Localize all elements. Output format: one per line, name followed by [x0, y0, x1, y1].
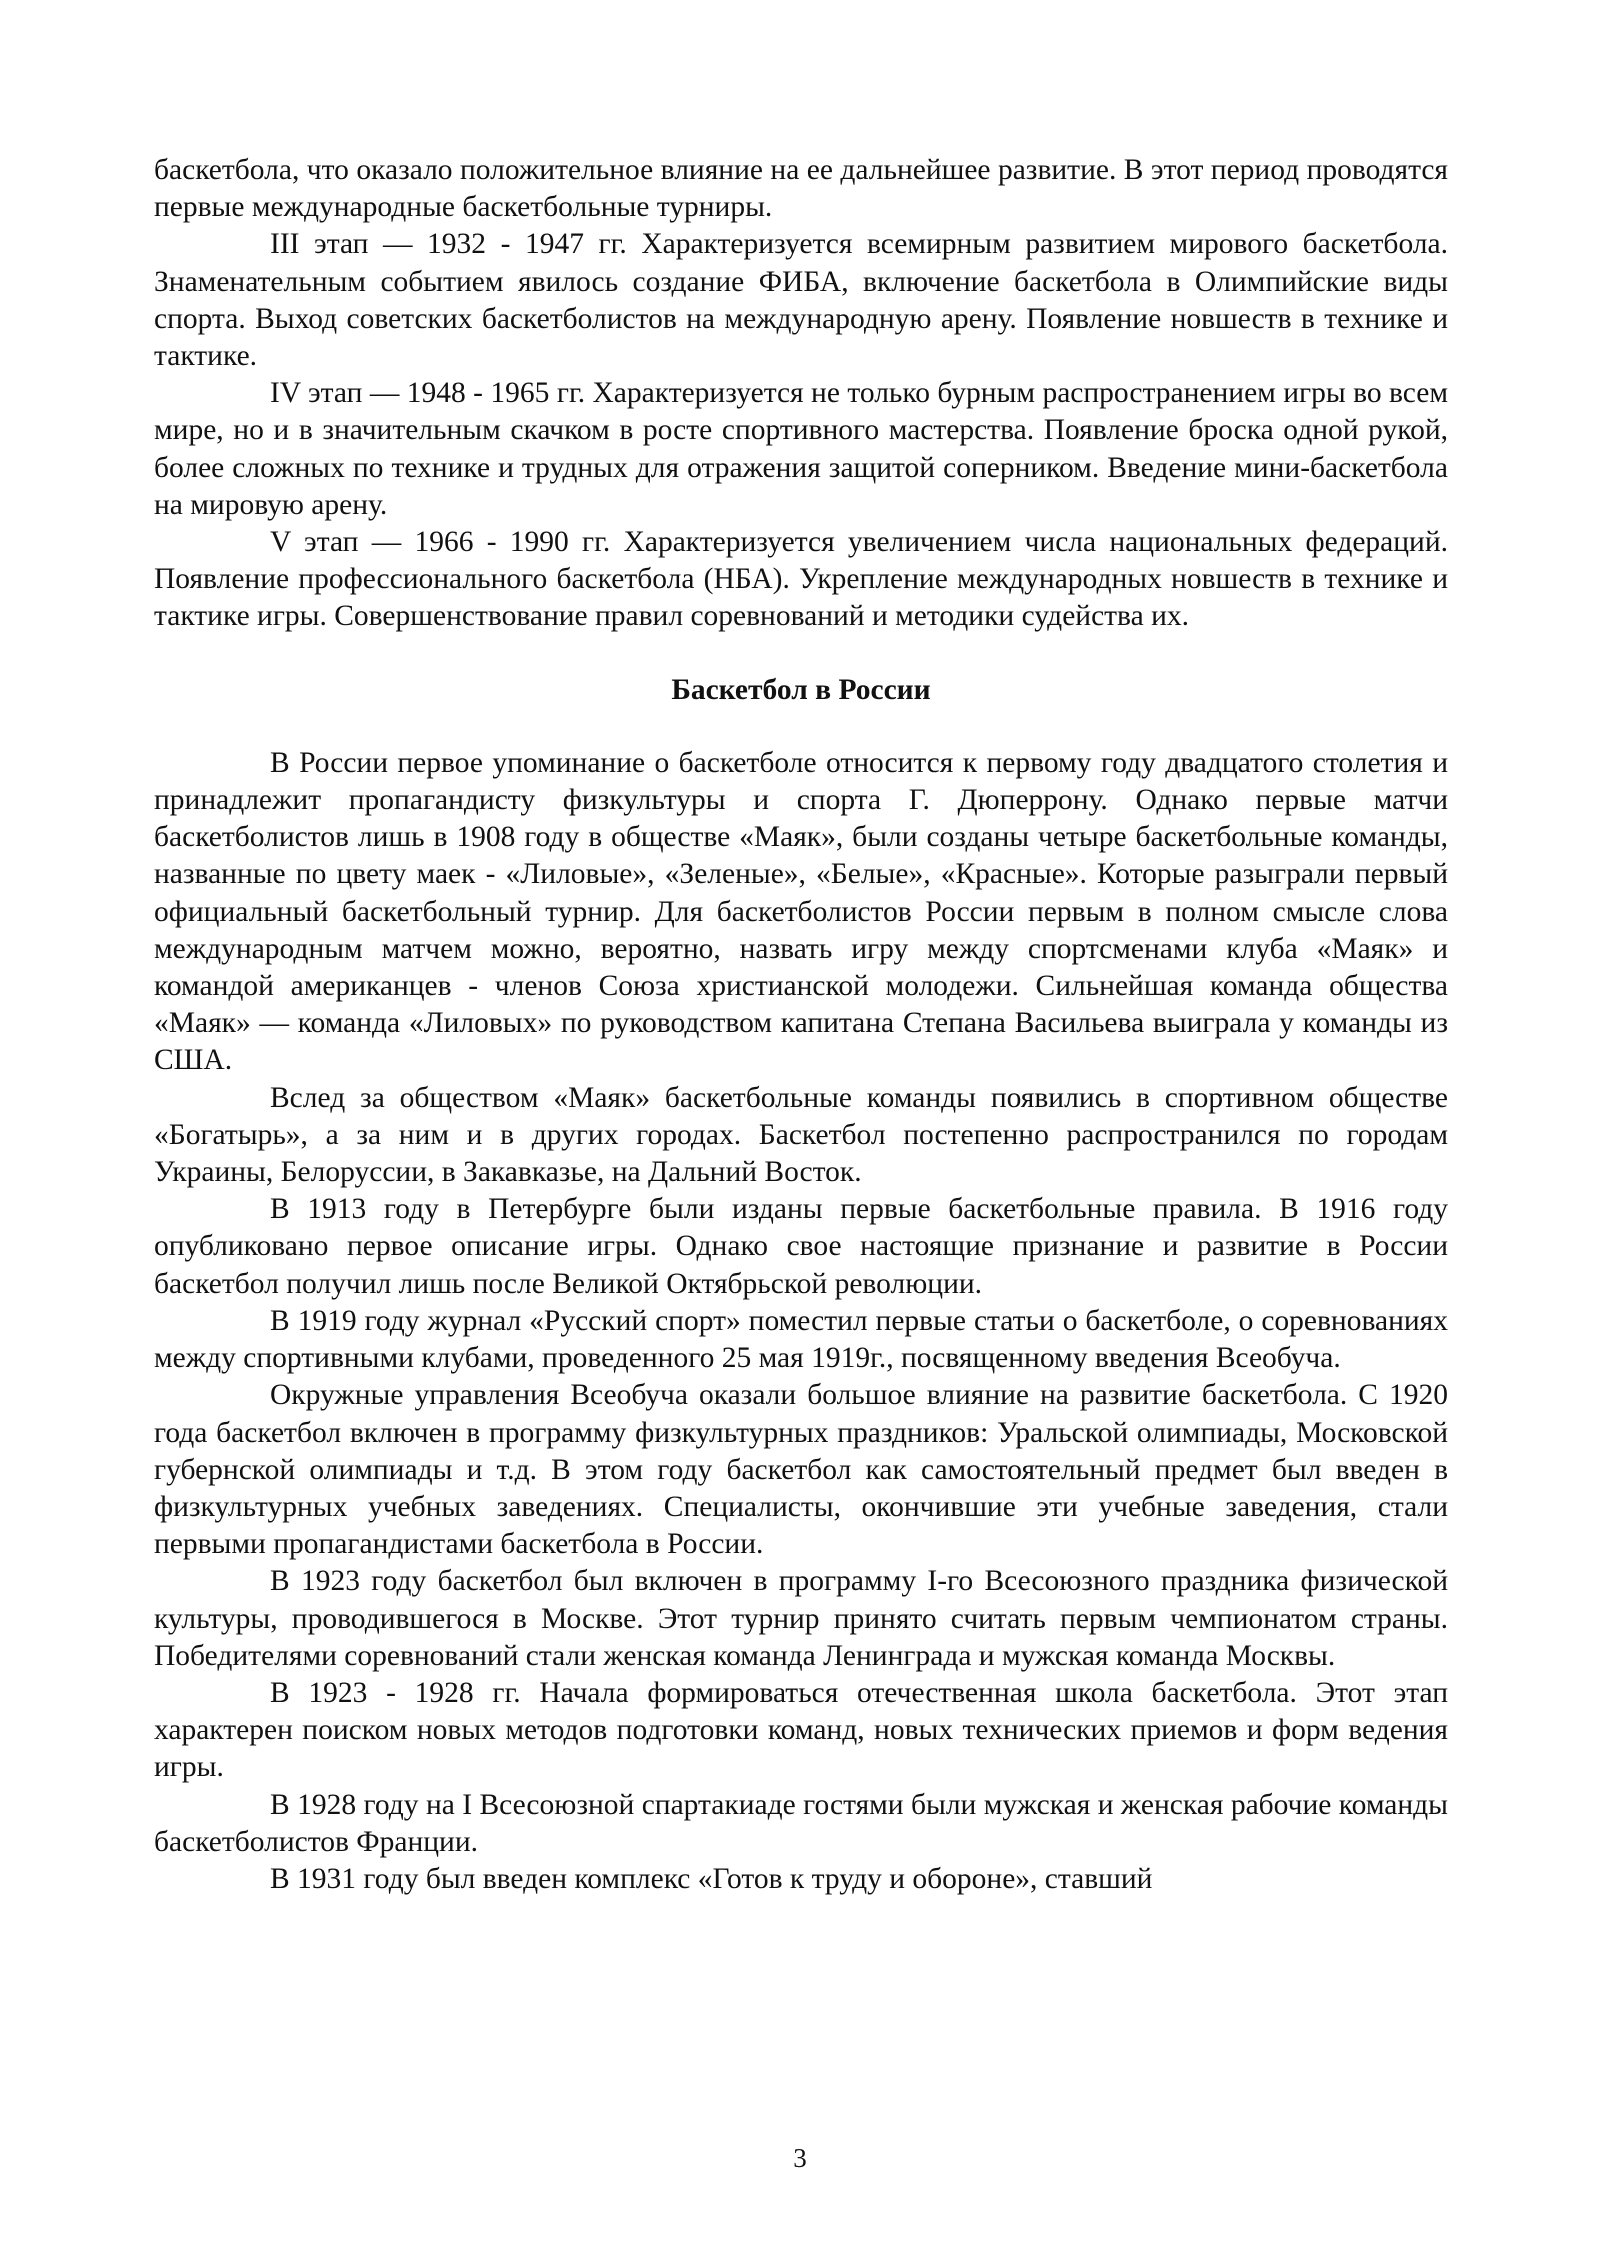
paragraph-bogatyr: Вслед за обществом «Маяк» баскетбольные команды появились в спортивном обществе «Богатырь», а за ним и в других городах. Баскетбол постепенно распространился по городам Украины, Белоруссии, в Закавказье, на Дальний Восток.: [154, 1081, 1448, 1189]
paragraph-stage-5: V этап — 1966 - 1990 гг. Характеризуется увеличением числа национальных федераций. Появление профессионального баскетбола (НБА). Укрепление международных новшеств в технике и тактике игры. Совершенствование правил соревнований и методики судейства их.: [154, 526, 1448, 633]
paragraph-1913: В 1913 году в Петербурге были изданы первые баскетбольные правила. В 1916 году опубликовано первое описание игры. Однако свое настоящие признание и развитие в России баскетбол получил лишь после Великой Октябрьской революции.: [154, 1193, 1448, 1300]
document-page: [154, 152, 1448, 1898]
page-number: 3: [793, 2143, 807, 2173]
paragraph-stage-4: IV этап — 1948 - 1965 гг. Характеризуется не только бурным распространением игры во всем мире, но и в значительным скачком в росте спортивного мастерства. Появление броска одной рукой, более сложных по технике и трудных для отражения защитой соперником. Введение мини-баскетбола на мировую арену.: [154, 377, 1448, 521]
paragraph-1919: В 1919 году журнал «Русский спорт» поместил первые статьи о баскетболе, о соревнованиях между спортивными клубами, проведенного 25 мая 1919г., посвященному введения Всеобуча.: [154, 1304, 1448, 1375]
paragraph-vseobuch: Окружные управления Всеобуча оказали большое влияние на развитие баскетбола. С 1920 года баскетбол включен в программу физкультурных праздников: Уральской олимпиады, Московской губернской олимпиады и т.д. В этом году баскетбол как самостоятельный предмет был введен в физкультурных учебных заведениях. Специалисты, окончившие эти учебные заведения, стали первыми пропагандистами баскетбола в России.: [154, 1379, 1448, 1561]
section-heading: Баскетбол в России: [671, 673, 931, 706]
paragraph-russia-intro: В России первое упоминание о баскетболе относится к первому году двадцатого столетия и принадлежит пропагандисту физкультуры и спорта Г. Дюперрону. Однако первые матчи баскетболистов лишь в 1908 году в обществе «Маяк», были созданы четыре баскетбольные команды, названные по цвету маек - «Лиловые», «Зеленые», «Белые», «Красные». Которые разыграли первый официальный баскетбольный турнир. Для баскетболистов России первым в полном смысле слова международным матчем можно, вероятно, назвать игру между спортсменами клуба «Маяк» и командой американцев - членов Союза христианской молодежи. Сильнейшая команда общества «Маяк» — команда «Лиловых» по руководством капитана Степана Васильева выиграла у команды из США.: [154, 746, 1448, 1077]
paragraph-stage-3: III этап — 1932 - 1947 гг. Характеризуется всемирным развитием мирового баскетбола. Знаменательным событием явилось создание ФИБА, включение баскетбола в Олимпийские виды спорта. Выход советских баскетболистов на международную арену. Появление новшеств в технике и тактике.: [154, 228, 1448, 373]
paragraph-continuation: баскетбола, что оказало положительное влияние на ее дальнейшее развитие. В этот период проводятся первые международные баскетбольные турниры.: [154, 154, 1448, 224]
paragraph-1923: В 1923 году баскетбол был включен в программу I-го Всесоюзного праздника физической культуры, проводившегося в Москве. Этот турнир принято считать первым чемпионатом страны. Победителями соревнований стали женская команда Ленинграда и мужская команда Москвы.: [154, 1565, 1448, 1672]
paragraph-1928: В 1928 году на I Всесоюзной спартакиаде гостями были мужская и женская рабочие команды баскетболистов Франции.: [154, 1788, 1448, 1858]
paragraph-1923-1928: В 1923 - 1928 гг. Начала формироваться отечественная школа баскетбола. Этот этап характерен поиском новых методов подготовки команд, новых технических приемов и форм ведения игры.: [154, 1676, 1448, 1784]
paragraph-1931: В 1931 году был введен комплекс «Готов к труду и обороне», ставший: [270, 1862, 1153, 1895]
